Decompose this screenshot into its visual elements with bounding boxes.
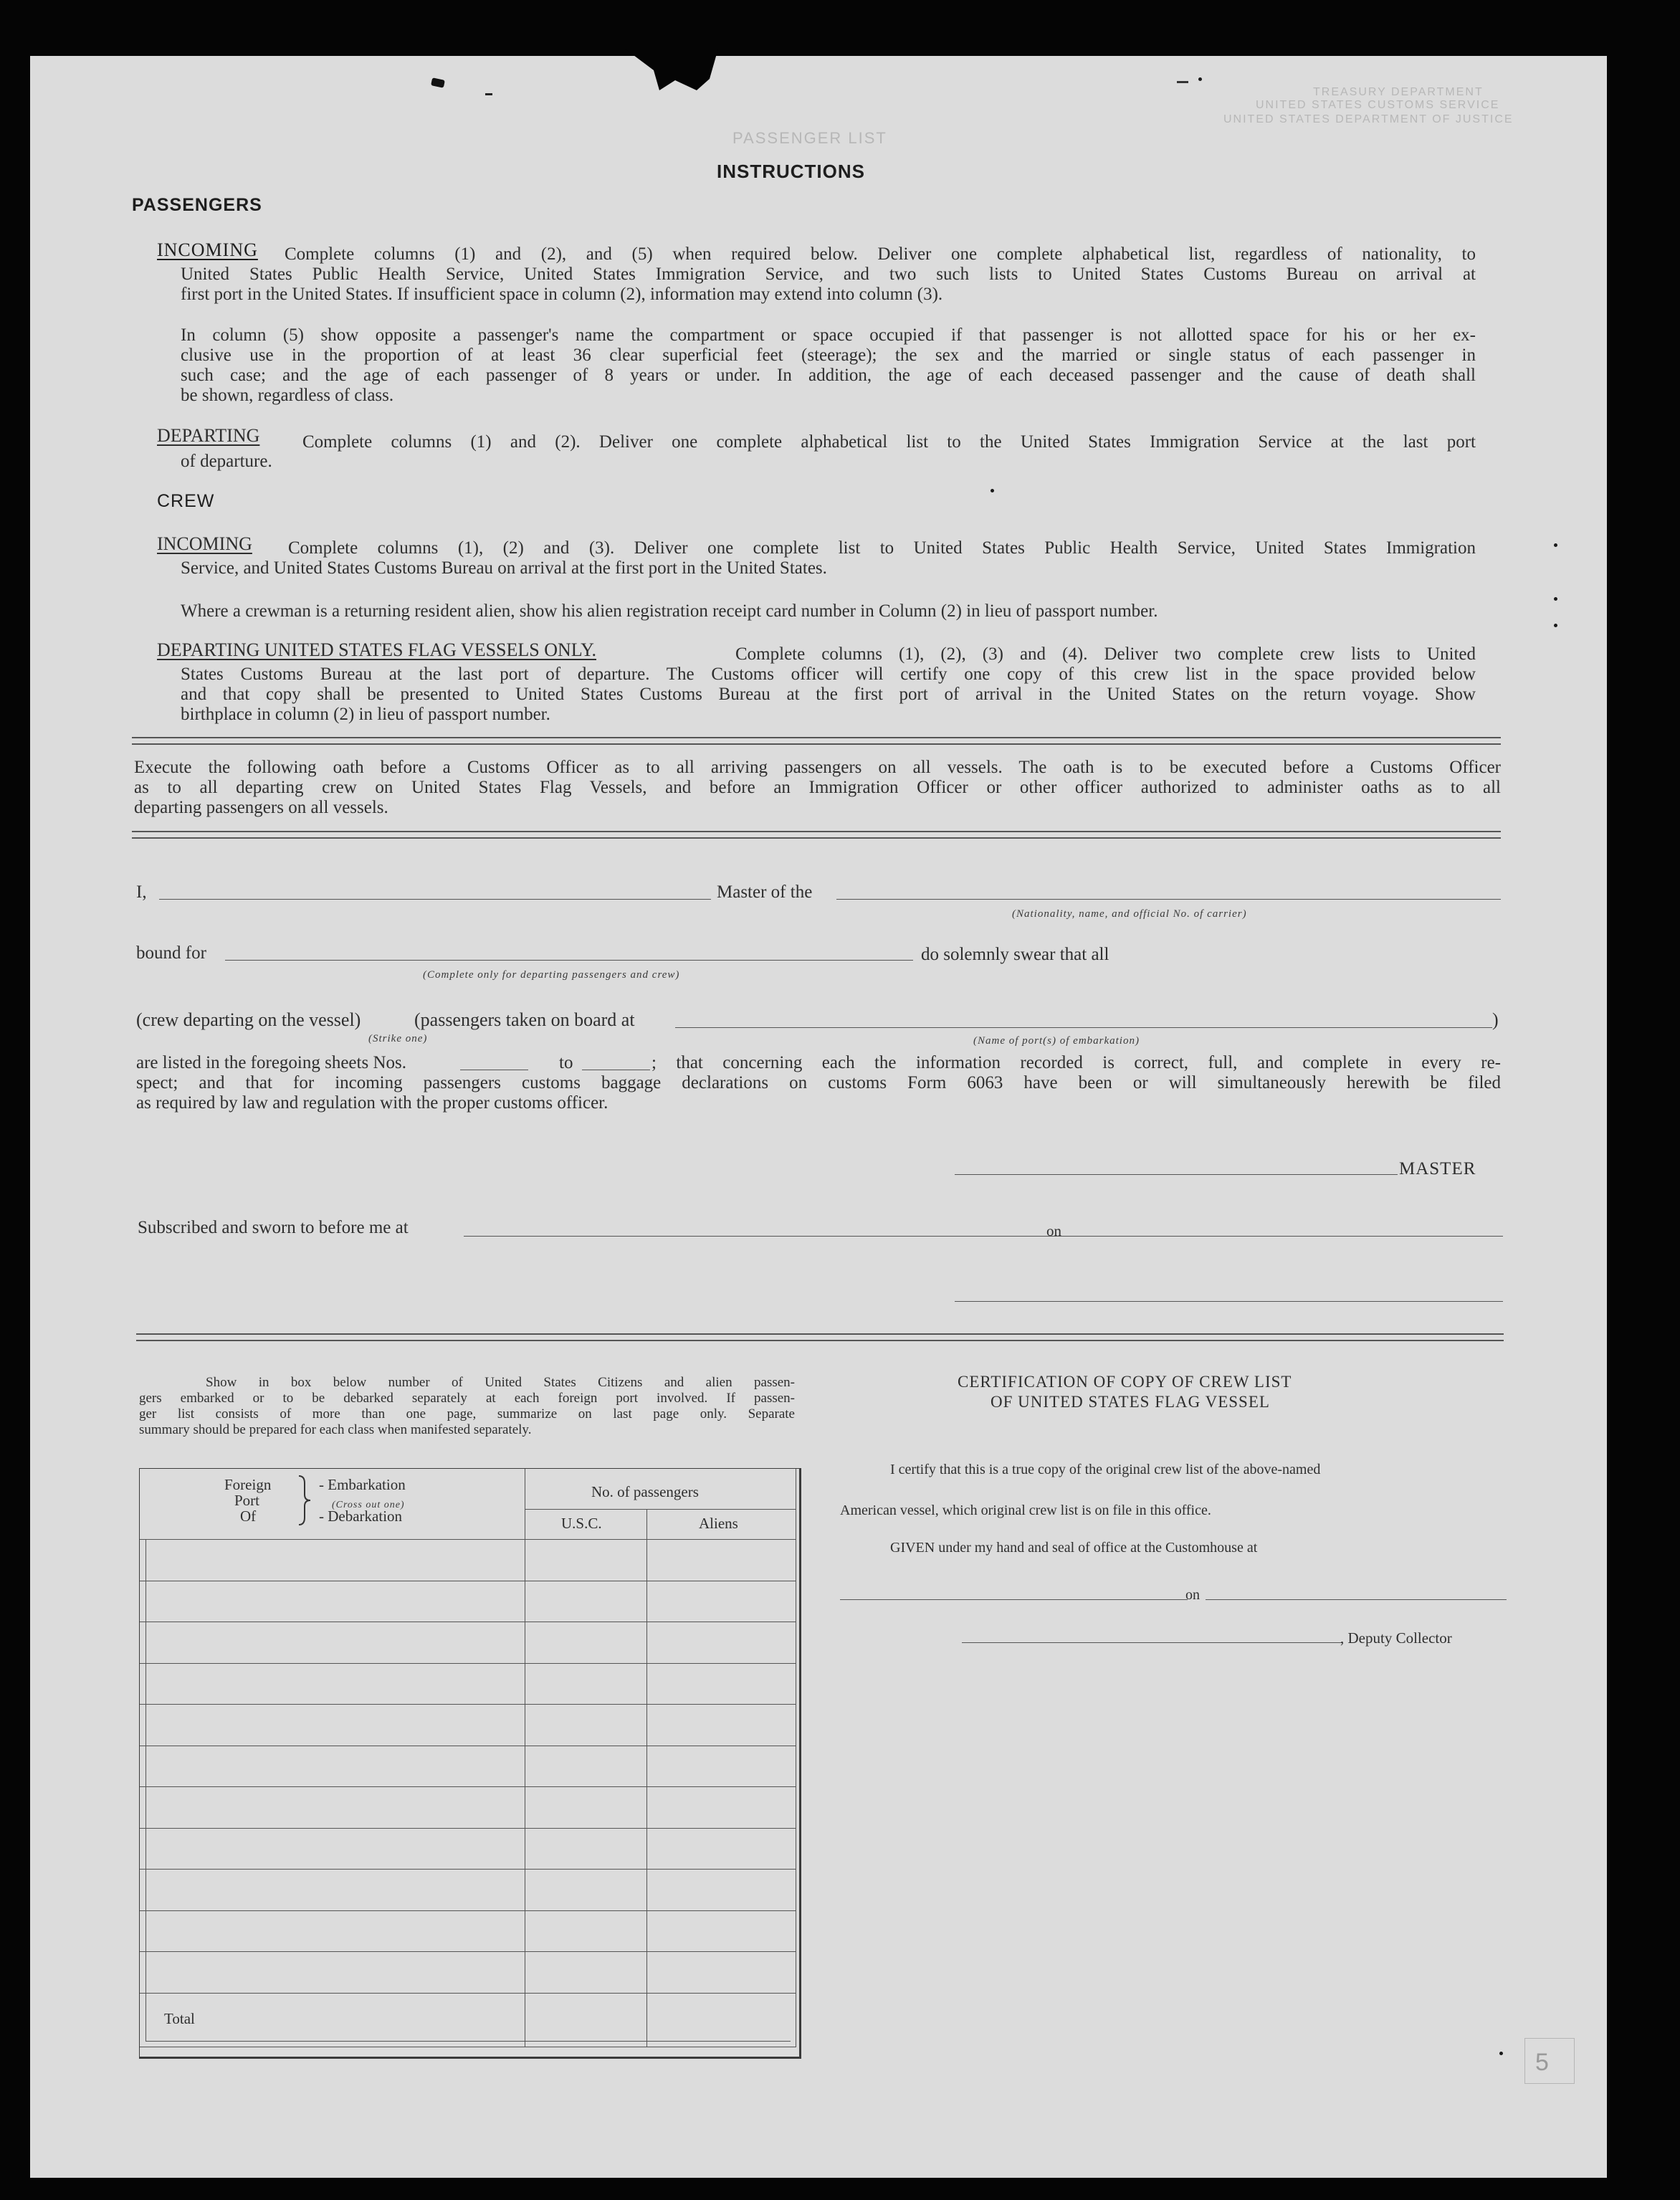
aliens-label: Aliens — [699, 1515, 738, 1532]
ink-spot — [431, 77, 445, 88]
respect-line: spect; and that for incoming passengers customs baggage declarations on customs Form 6063 have been or will simultaneously herewith be filed — [136, 1073, 1501, 1092]
crew-incoming-line: Service, and United States Customs Bureau on arrival at the first port in the United States. — [181, 558, 827, 578]
oath-intro-line: as to all departing crew on United States Flag Vessels, and before an Immigration Officer or other officer authorized to administer oaths as to all — [134, 778, 1501, 797]
bound-for-line — [225, 960, 913, 961]
certify-line: American vessel, which original crew list is on file in this office. — [840, 1503, 1211, 1518]
cross-out-hint: (Cross out one) — [332, 1500, 405, 1510]
incoming-line: United States Public Health Service, United States Immigration Service, and two such lists to United States Customs Bureau on arrival at — [181, 265, 1476, 284]
summary-instructions-line: Show in box below number of United States Citizens and alien passen- — [206, 1375, 795, 1390]
section-divider — [132, 737, 1501, 745]
master-label: MASTER — [1399, 1159, 1476, 1178]
crewman-note: Where a crewman is a returning resident alien, show his alien registration receipt card number in Column (2) in lieu of passport number. — [181, 601, 1158, 621]
certification-title: OF UNITED STATES FLAG VESSEL — [991, 1393, 1270, 1411]
deputy-collector-label: , Deputy Collector — [1340, 1629, 1452, 1647]
section-divider — [136, 1333, 1504, 1341]
passengers-heading: PASSENGERS — [132, 195, 262, 215]
table-row — [140, 1828, 796, 1829]
margin-dot — [991, 489, 994, 492]
subscribed-date-line — [1066, 1236, 1503, 1237]
bound-for-label: bound for — [136, 943, 206, 963]
crew-incoming-line: Complete columns (1), (2) and (3). Deliver one complete list to United States Public Health Service, United States Immigration — [288, 538, 1476, 558]
embarkation-label: - Embarkation — [319, 1476, 406, 1493]
column5-line: In column (5) show opposite a passenger's name the compartment or space occupied if that passenger is not allotted space for his or her ex- — [181, 325, 1476, 345]
officer-signature-line — [955, 1301, 1503, 1302]
departing-line: of departure. — [181, 452, 272, 471]
listed-prefix: are listed in the foregoing sheets Nos. — [136, 1053, 406, 1072]
summary-instructions-line: summary should be prepared for each class when manifested separately. — [139, 1422, 532, 1437]
column5-line: be shown, regardless of class. — [181, 386, 394, 405]
departing-us-line: and that copy shall be presented to United States Customs Bureau at the first port of arrival in the United States on the return voyage. Show — [181, 685, 1476, 704]
margin-dot — [1554, 624, 1557, 627]
foreign-port-label: Foreign — [224, 1476, 272, 1493]
crew-heading: CREW — [157, 491, 215, 511]
master-name-line — [159, 899, 711, 900]
header-divider — [525, 1509, 796, 1510]
swear-label: do solemnly swear that all — [921, 945, 1109, 964]
tear-mark — [625, 49, 718, 99]
table-row — [140, 1786, 796, 1787]
embarkation-port-line — [675, 1027, 1492, 1028]
customhouse-place-line — [840, 1599, 1188, 1600]
departing-us-line: States Customs Bureau at the last port of departure. The Customs officer will certify one copy of this crew list in the space provided below — [181, 665, 1476, 684]
bleedthrough-title: PASSENGER LIST — [732, 129, 887, 147]
table-row — [140, 1869, 796, 1870]
departing-label: DEPARTING — [157, 425, 260, 446]
summary-table-inner-frame — [140, 1469, 796, 2047]
given-line: GIVEN under my hand and seal of office at the Customhouse at — [890, 1540, 1258, 1556]
bleedthrough-line: UNITED STATES CUSTOMS SERVICE — [1256, 99, 1500, 111]
instructions-title: INSTRUCTIONS — [717, 161, 865, 182]
table-row — [140, 1910, 796, 1911]
carrier-hint: (Nationality, name, and official No. of carrier) — [1012, 908, 1247, 920]
subscribed-on-label: on — [1046, 1222, 1061, 1239]
oath-intro-line: departing passengers on all vessels. — [134, 798, 388, 817]
bleedthrough-line: TREASURY DEPARTMENT — [1313, 86, 1484, 98]
summary-instructions-line: gers embarked or to be debarked separately at each foreign port involved. If passen- — [139, 1391, 795, 1406]
oath-i-label: I, — [136, 882, 147, 902]
table-row — [140, 1539, 796, 1540]
inner-bottom-rule — [145, 2041, 791, 2042]
table-row — [140, 1993, 796, 1994]
ink-spot — [485, 93, 492, 95]
subscribed-place-line — [464, 1236, 1073, 1237]
close-paren: ) — [1492, 1009, 1499, 1030]
debarkation-label: - Debarkation — [319, 1508, 403, 1525]
total-label: Total — [164, 2010, 195, 2027]
page-number-stamp: 5 — [1535, 2049, 1550, 2076]
master-of-the-label: Master of the — [717, 882, 813, 902]
summary-table — [139, 1468, 801, 2059]
subscribed-label: Subscribed and sworn to before me at — [138, 1218, 409, 1237]
carrier-line — [836, 899, 1501, 900]
margin-dot — [1554, 597, 1557, 601]
usc-label: U.S.C. — [561, 1515, 602, 1532]
crew-departing-option: (crew departing on the vessel) — [136, 1009, 361, 1030]
certify-line: I certify that this is a true copy of the original crew list of the above-named — [890, 1462, 1321, 1477]
departing-us-line: Complete columns (1), (2), (3) and (4). Deliver two complete crew lists to United — [735, 644, 1476, 664]
foreign-port-label: Of — [240, 1508, 257, 1525]
column5-line: such case; and the age of each passenger of 8 years or under. In addition, the age of each deceased passenger and the cause of death shall — [181, 366, 1476, 385]
departing-us-line: birthplace in column (2) in lieu of passport number. — [181, 705, 550, 724]
to-label: to — [559, 1053, 573, 1072]
summary-instructions-line: ger list consists of more than one page, summarize on last page only. Separate — [139, 1406, 795, 1422]
cert-on-label: on — [1185, 1587, 1200, 1603]
respect-line: as required by law and regulation with the proper customs officer. — [136, 1093, 608, 1113]
departing-line: Complete columns (1) and (2). Deliver one complete alphabetical list to the United States Immigration Service at the last port — [302, 432, 1476, 452]
ports-hint: (Name of port(s) of embarkation) — [973, 1035, 1140, 1047]
ink-spot — [1177, 81, 1188, 83]
brace-icon — [296, 1475, 312, 1526]
deputy-signature-line — [962, 1642, 1342, 1643]
master-signature-line — [955, 1174, 1398, 1175]
margin-dot — [1198, 77, 1202, 81]
margin-dot — [1554, 543, 1557, 547]
certification-title: CERTIFICATION OF COPY OF CREW LIST — [958, 1373, 1292, 1391]
passengers-taken-option: (passengers taken on board at — [414, 1009, 635, 1030]
departing-us-label: DEPARTING UNITED STATES FLAG VESSELS ONLY. — [157, 639, 596, 660]
section-divider — [132, 831, 1501, 839]
strike-one-hint: (Strike one) — [368, 1033, 428, 1044]
incoming-line: Complete columns (1) and (2), and (5) when required below. Deliver one complete alphabetical list, regardless of nationality, to — [285, 244, 1476, 264]
table-row — [140, 1704, 796, 1705]
page-number-box — [1524, 2038, 1575, 2084]
bound-for-hint: (Complete only for departing passengers and crew) — [423, 969, 680, 981]
column5-line: clusive use in the proportion of at least 36 clear superficial feet (steerage); the sex and the married or single status of each passenger in — [181, 346, 1476, 365]
column-divider — [646, 1509, 647, 2047]
margin-dot — [1499, 2052, 1503, 2055]
form-page — [30, 56, 1607, 2178]
table-row — [140, 1951, 796, 1952]
foreign-port-label: Port — [234, 1492, 260, 1509]
oath-intro-line: Execute the following oath before a Customs Officer as to all arriving passengers on all vessels. The oath is to be executed before a Customs Officer — [134, 758, 1501, 777]
table-row — [140, 1663, 796, 1664]
bleedthrough-line: UNITED STATES DEPARTMENT OF JUSTICE — [1223, 113, 1514, 125]
customhouse-date-line — [1206, 1599, 1507, 1600]
inner-left-rule — [145, 1539, 146, 2041]
listed-suffix: ; that concerning each the information recorded is correct, full, and complete in every re- — [652, 1053, 1501, 1072]
crew-incoming-label: INCOMING — [157, 533, 252, 554]
no-of-passengers-label: No. of passengers — [591, 1483, 699, 1500]
incoming-line: first port in the United States. If insufficient space in column (2), information may extend into column (3). — [181, 285, 943, 304]
incoming-label: INCOMING — [157, 239, 258, 260]
